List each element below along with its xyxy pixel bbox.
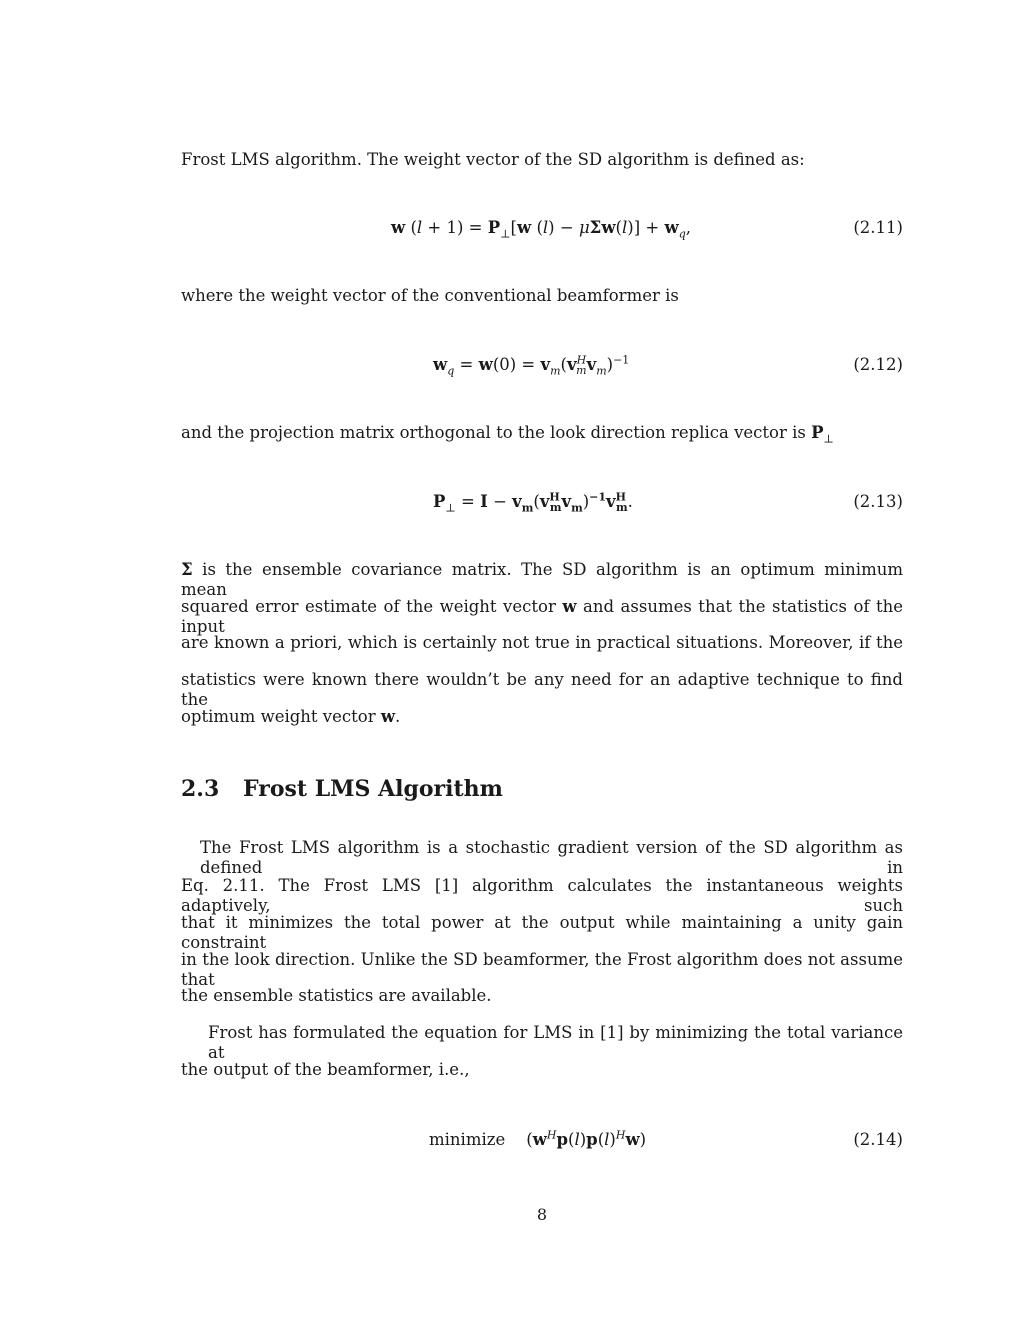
text-line: Frost has formulated the equation for LMS in [1] by minimizing the total variance at bbox=[208, 1023, 903, 1062]
text-line: Eq. 2.11. The Frost LMS [1] algorithm calculates the instantaneous weights adaptively, such bbox=[181, 876, 903, 915]
text-fragment: is the ensemble covariance matrix. The SD algorithm is an optimum minimum mean bbox=[181, 560, 903, 599]
text-line: The Frost LMS algorithm is a stochastic gradient version of the SD algorithm as defined in bbox=[200, 838, 903, 877]
equation-2-11 bbox=[181, 214, 903, 242]
text-fragment: and assumes that the statistics of the input bbox=[181, 597, 903, 636]
text-line: squared error estimate of the weight vector w and assumes that the statistics of the input bbox=[181, 597, 903, 636]
section-heading bbox=[181, 776, 503, 802]
section-number: 2.3 bbox=[181, 776, 220, 802]
text-line: in the look direction. Unlike the SD beamformer, the Frost algorithm does not assume that bbox=[181, 950, 903, 989]
text-line: optimum weight vector w. bbox=[181, 707, 401, 726]
text-line: that it minimizes the total power at the output while maintaining a unity gain constraint bbox=[181, 913, 903, 952]
text-fragment: optimum weight vector bbox=[181, 707, 381, 726]
text-line: are known a priori, which is certainly not true in practical situations. Moreover, if the bbox=[181, 633, 903, 652]
equation-body: w $(l + 1) = P_\perp[w$ $(l) - \mu\Sigma w(l)] + w_q$, bbox=[391, 218, 691, 241]
equation-body: $w_q = w(0) = v_m(v^H_mv_m)^{-1}$ bbox=[433, 353, 630, 378]
text-line: Σ is the ensemble covariance matrix. The SD algorithm is an optimum minimum mean bbox=[181, 560, 903, 599]
equation-number: (2.13) bbox=[853, 492, 903, 511]
text-line: the output of the beamformer, i.e., bbox=[181, 1060, 470, 1079]
text-fragment: squared error estimate of the weight vector bbox=[181, 597, 563, 616]
text-line: statistics were known there wouldn’t be any need for an adaptive technique to find the bbox=[181, 670, 903, 709]
equation-2-14 bbox=[181, 1126, 903, 1154]
section-title: Frost LMS Algorithm bbox=[243, 776, 503, 802]
text-line: the ensemble statistics are available. bbox=[181, 986, 492, 1005]
page-number: 8 bbox=[536, 1205, 548, 1224]
text-line: where the weight vector of the conventional beamformer is bbox=[181, 286, 679, 305]
equation-number: (2.12) bbox=[853, 355, 903, 374]
equation-body: minimize $(w^Hp(l)p(l)^Hw)$ bbox=[429, 1128, 647, 1149]
text-fragment: and the projection matrix orthogonal to the look direction replica vector is bbox=[181, 423, 806, 442]
equation-number: (2.14) bbox=[853, 1130, 903, 1149]
equation-body: $P_\perp = I - v_m(v^H_mv_m)^{-1}v^H_m$. bbox=[433, 490, 633, 515]
equation-2-12 bbox=[181, 351, 903, 379]
text-fragment: . bbox=[395, 707, 401, 726]
equation-number: (2.11) bbox=[853, 218, 903, 237]
text-line: and the projection matrix orthogonal to the look direction replica vector is $P_\perp$ bbox=[181, 423, 834, 446]
text-line: Frost LMS algorithm. The weight vector of the SD algorithm is defined as: bbox=[181, 150, 805, 169]
equation-2-13 bbox=[181, 488, 903, 516]
equation-word: minimize bbox=[429, 1130, 506, 1149]
